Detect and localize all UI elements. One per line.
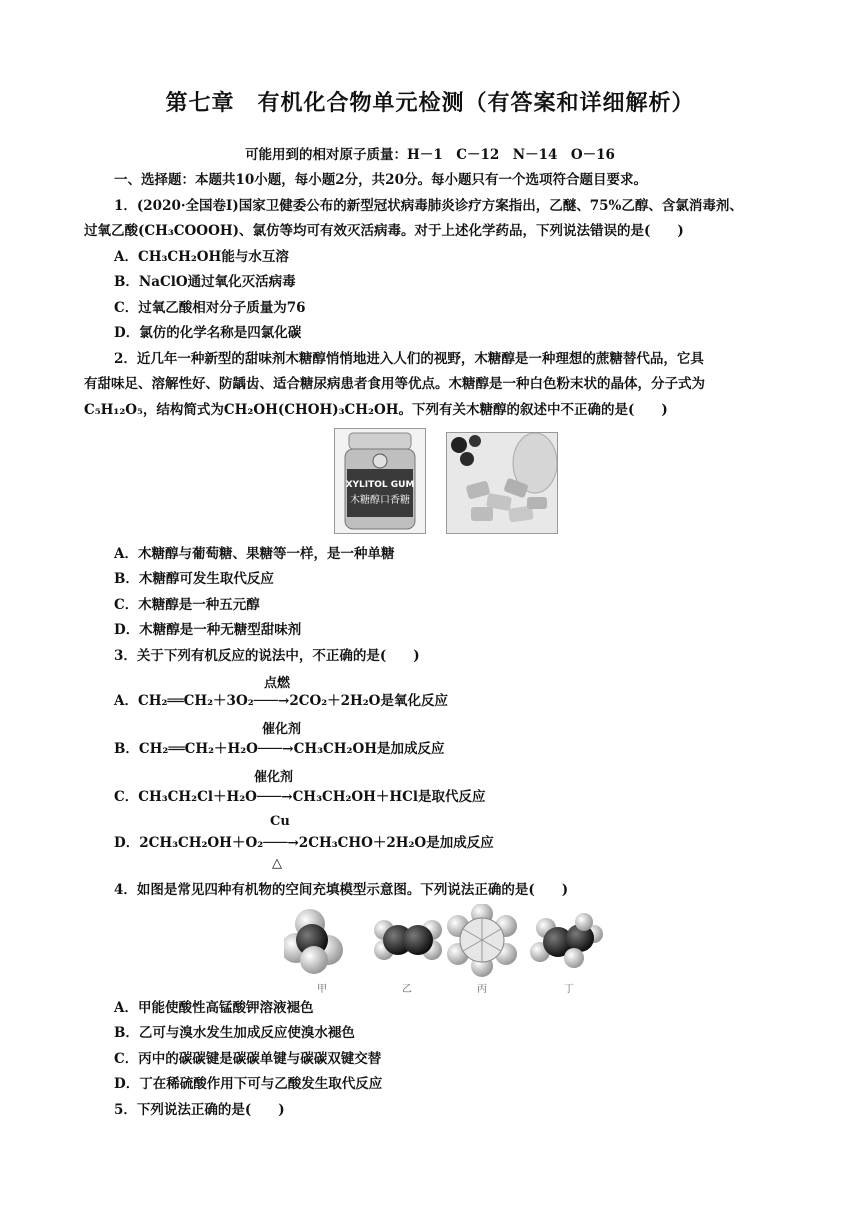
caption-bing: 丙 xyxy=(477,984,487,995)
q4-option-d: D．丁在稀硫酸作用下可与乙酸发生取代反应 xyxy=(114,1076,383,1092)
molecule-models xyxy=(284,904,604,978)
q2-option-b: B．木糖醇可发生取代反应 xyxy=(114,571,274,587)
q1-stem-line1: 1．(2020·全国卷Ⅰ)国家卫健委公布的新型冠状病毒肺炎诊疗方案指出，乙醚、75%乙醇、含氯消毒剂、 xyxy=(114,198,743,214)
q4-option-c: C．丙中的碳碳键是碳碳单键与碳碳双键交替 xyxy=(114,1051,382,1067)
caption-ding: 丁 xyxy=(564,984,574,995)
q1-option-b: B．NaClO通过氧化灭活病毒 xyxy=(114,274,296,290)
q2-option-a: A．木糖醇与葡萄糖、果糖等一样，是一种单糖 xyxy=(114,546,395,562)
q3-b-condition: 催化剂 xyxy=(262,722,302,737)
caption-yi: 乙 xyxy=(402,984,412,995)
q4-option-a: A．甲能使酸性高锰酸钾溶液褪色 xyxy=(114,1000,314,1016)
xylitol-label-cn: 木糖醇口香糖 xyxy=(350,495,410,506)
gum-pieces-photo xyxy=(446,432,558,534)
ethanol-model xyxy=(530,913,603,968)
xylitol-label-en: XYLITOL GUM xyxy=(345,480,415,490)
ethylene-model xyxy=(374,920,442,960)
q3-option-c: C．CH₃CH₂Cl＋H₂O───→CH₃CH₂OH＋HCl是取代反应 xyxy=(114,789,486,805)
q3-a-condition: 点燃 xyxy=(264,676,291,691)
caption-jia: 甲 xyxy=(317,984,327,995)
xylitol-bottle-photo xyxy=(334,428,426,534)
methane-model xyxy=(284,909,343,974)
q3-option-d: D．2CH₃CH₂OH＋O₂───→2CH₃CHO＋2H₂O是加成反应 xyxy=(114,835,494,851)
section-heading: 一、选择题：本题共10小题，每小题2分，共20分。每小题只有一个选项符合题目要求。 xyxy=(114,172,647,188)
benzene-model xyxy=(447,904,517,977)
q2-stem-line2: 有甜味足、溶解性好、防龋齿、适合糖尿病患者食用等优点。木糖醇是一种白色粉末状的晶体，分子式为 xyxy=(84,376,705,392)
page-title: 第七章 有机化合物单元检测（有答案和详细解析） xyxy=(165,90,695,116)
q2-stem-line1: 2．近几年一种新型的甜味剂木糖醇悄悄地进入人们的视野，木糖醇是一种理想的蔗糖替代品，它具 xyxy=(114,351,704,367)
q2-option-d: D．木糖醇是一种无糖型甜味剂 xyxy=(114,622,302,638)
q1-option-a: A．CH₃CH₂OH能与水互溶 xyxy=(114,249,289,265)
q3-option-b: B．CH₂══CH₂＋H₂O───→CH₃CH₂OH是加成反应 xyxy=(114,741,445,757)
q1-option-c: C．过氧乙酸相对分子质量为76 xyxy=(114,300,306,316)
q2-option-c: C．木糖醇是一种五元醇 xyxy=(114,597,260,613)
space-filling-models-figure xyxy=(284,904,604,995)
atomic-masses: 可能用到的相对原子质量：H－1 C－12 N－14 O－16 xyxy=(245,147,615,163)
q5-stem: 5．下列说法正确的是( ) xyxy=(114,1102,285,1118)
q2-stem-line3: C₅H₁₂O₅，结构简式为CH₂OH(CHOH)₃CH₂OH。下列有关木糖醇的叙述中不正确的是( ) xyxy=(84,402,668,418)
q1-option-d: D．氯仿的化学名称是四氯化碳 xyxy=(114,325,302,341)
q4-stem: 4．如图是常见四种有机物的空间充填模型示意图。下列说法正确的是( ) xyxy=(114,882,569,898)
q3-option-a: A．CH₂══CH₂＋3O₂───→2CO₂＋2H₂O是氧化反应 xyxy=(114,693,448,709)
q3-d-condition-bottom: △ xyxy=(272,856,282,871)
q3-stem: 3．关于下列有机反应的说法中，不正确的是( ) xyxy=(114,648,420,664)
q1-stem-line2: 过氧乙酸(CH₃COOOH)、氯仿等均可有效灭活病毒。对于上述化学药品，下列说法错误的是( ) xyxy=(84,223,684,239)
q3-d-condition-top: Cu xyxy=(270,814,290,829)
q3-c-condition: 催化剂 xyxy=(254,770,294,785)
q4-option-b: B．乙可与溴水发生加成反应使溴水褪色 xyxy=(114,1025,355,1041)
